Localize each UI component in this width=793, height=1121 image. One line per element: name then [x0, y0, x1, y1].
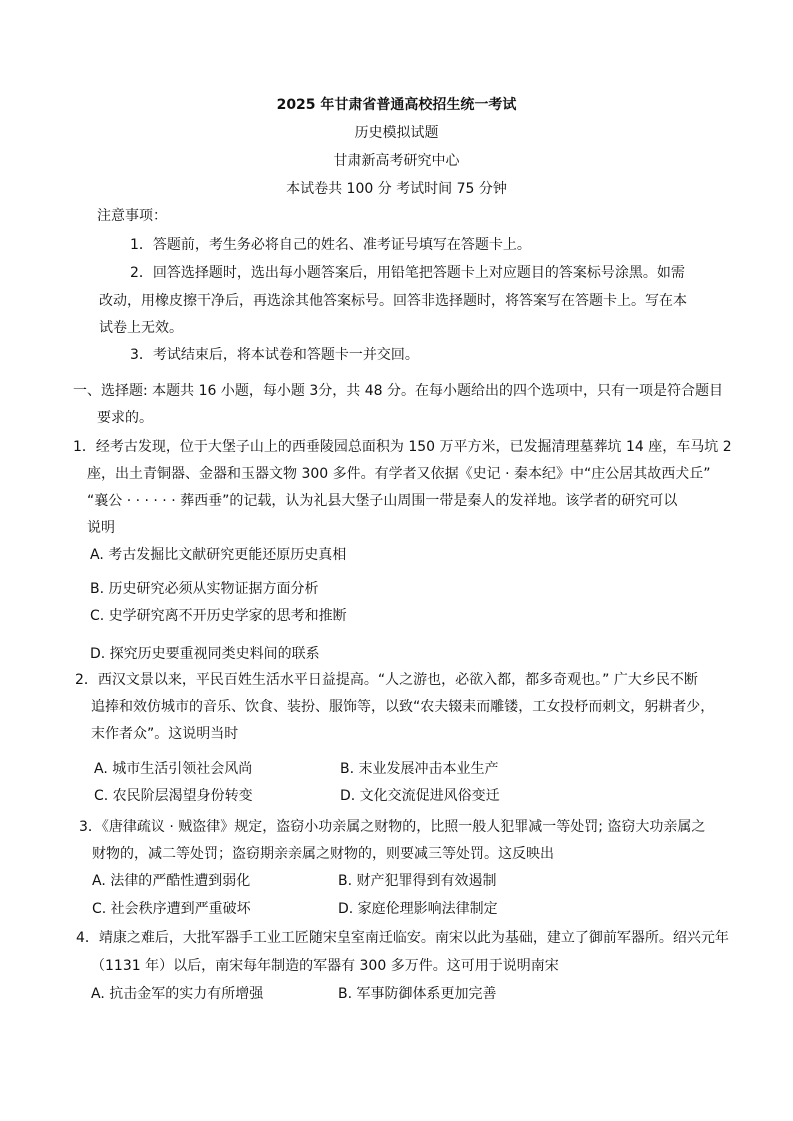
q2-option-b: B. 末业发展冲击本业生产 [340, 761, 499, 777]
q2-stem-line-2: 追捧和效仿城市的音乐、饮食、装扮、服饰等，以致“农夫辍耒而雕镂，工女投杼而刺文，躬耕者少， [91, 699, 715, 715]
q1-stem-line-1: 1．经考古发现，位于大堡子山上的西垂陵园总面积为 150 万平方米，已发掘清理墓葬坑 14 座，车马坑 2 [73, 439, 732, 455]
section-heading-line-1: 一、选择题: 本题共 16 小题，每小题 3分，共 48 分。在每小题给出的四个选项中，只有一项是符合题目 [73, 383, 723, 399]
q4-stem-line-1: 4．靖康之难后，大批军器手工业工匠随宋皇室南迁临安。南宋以此为基础，建立了御前军器所。绍兴元年 [76, 930, 729, 946]
exam-subject: 历史模拟试题 [354, 125, 439, 141]
q4-option-a: A. 抗击金军的实力有所增强 [91, 986, 264, 1002]
q1-option-a: A. 考古发掘比文献研究更能还原历史真相 [90, 547, 347, 563]
q1-stem-line-2: 座，出土青铜器、金器和玉器文物 300 多件。有学者又依据《史记 · 秦本纪》中“庄公居其故西犬丘” [87, 466, 711, 482]
q3-option-d: D. 家庭伦理影响法律制定 [338, 901, 498, 917]
q1-option-d: D. 探究历史要重视同类史料间的联系 [90, 646, 320, 662]
q3-stem-line-2: 财物的，减二等处罚；盗窃期亲亲属之财物的，则要减三等处罚。这反映出 [92, 846, 554, 862]
notice-heading: 注意事项： [97, 208, 167, 224]
q4-option-b: B. 军事防御体系更加完善 [338, 986, 497, 1002]
q2-stem-line-1: 2．西汉文景以来，平民百姓生活水平日益提高。“人之游也，必欲入都，都多奇观也。” 广大乡民不断 [75, 672, 698, 688]
q1-stem-line-3: “襄公 · · · · · · 葬西垂”的记载，认为礼县大堡子山周围一带是秦人的发祥地。该学者的研究可以 [87, 493, 678, 509]
q2-option-c: C. 农民阶层渴望身份转变 [94, 788, 253, 804]
exam-organizer: 甘肃新高考研究中心 [333, 153, 460, 169]
q2-option-d: D. 文化交流促进风俗变迁 [340, 788, 500, 804]
q4-stem-line-2: （1131 年）以后，南宋每年制造的军器有 300 多万件。这可用于说明南宋 [91, 958, 559, 974]
notice-item-3: 3．考试结束后，将本试卷和答题卡一并交回。 [130, 347, 419, 363]
q1-stem-line-4: 说明 [87, 520, 115, 536]
q3-option-a: A. 法律的严酷性遭到弱化 [92, 873, 251, 889]
exam-info: 本试卷共 100 分 考试时间 75 分钟 [286, 181, 507, 197]
exam-title: 2025 年甘肃省普通高校招生统一考试 [276, 97, 517, 113]
q3-option-b: B. 财产犯罪得到有效遏制 [338, 873, 497, 889]
notice-item-2-line-1: 2．回答选择题时，选出每小题答案后，用铅笔把答题卡上对应题目的答案标号涂黑。如需 [130, 265, 685, 281]
q1-option-b: B. 历史研究必须从实物证据方面分析 [90, 581, 319, 597]
notice-item-2-line-2: 改动，用橡皮擦干净后，再选涂其他答案标号。回答非选择题时，将答案写在答题卡上。写在本 [99, 293, 687, 309]
q3-option-c: C. 社会秩序遭到严重破坏 [92, 901, 251, 917]
notice-item-2-line-3: 试卷上无效。 [99, 320, 183, 336]
section-heading-line-2: 要求的。 [97, 410, 153, 426]
q2-option-a: A. 城市生活引领社会风尚 [94, 761, 253, 777]
q1-option-c: C. 史学研究离不开历史学家的思考和推断 [90, 608, 347, 624]
q2-stem-line-3: 末作者众”。这说明当时 [91, 726, 239, 742]
notice-item-1: 1．答题前，考生务必将自己的姓名、准考证号填写在答题卡上。 [130, 237, 531, 253]
q3-stem-line-1: 3．《唐律疏议 · 贼盗律》规定，盗窃小功亲属之财物的，比照一般人犯罪减一等处罚; 盗窃大功亲属之 [79, 819, 706, 835]
